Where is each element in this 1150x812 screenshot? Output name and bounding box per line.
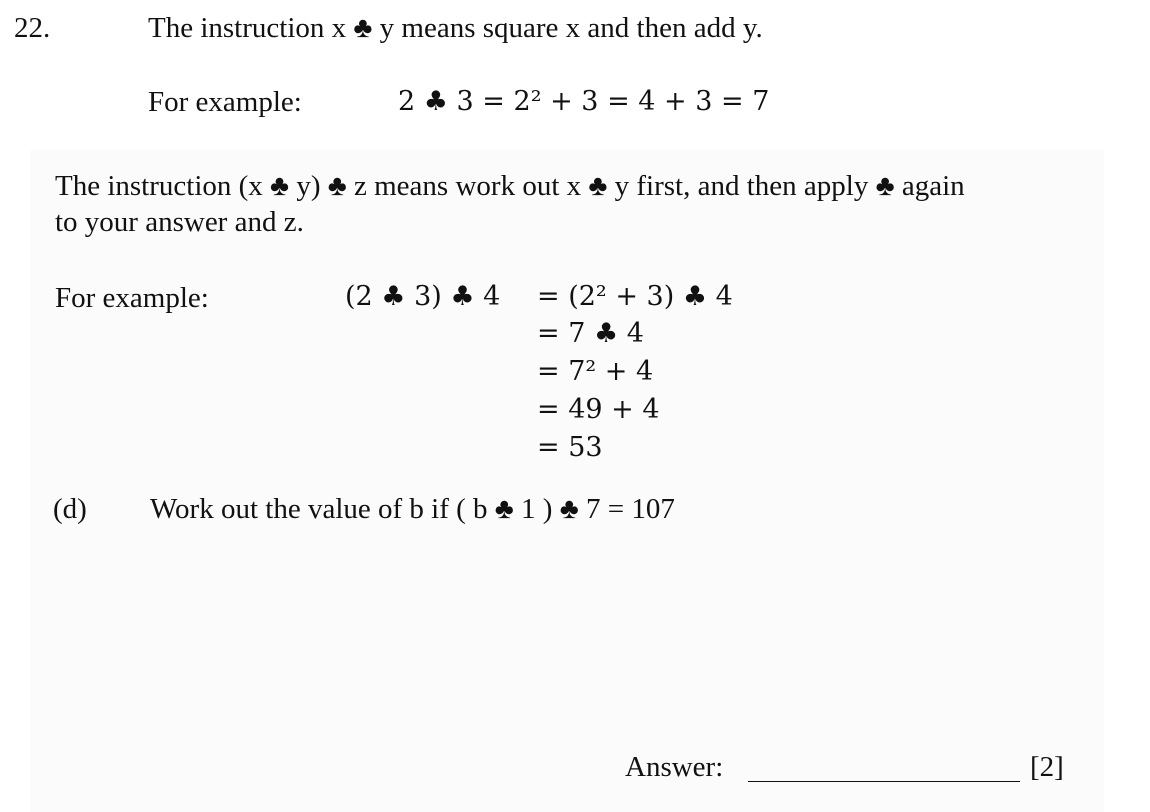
answer-line[interactable] bbox=[748, 781, 1020, 782]
step-3: = 7² + 4 bbox=[537, 356, 654, 387]
instruction-definition: The instruction x ♣ y means square x and then add y. bbox=[148, 12, 763, 44]
example-lhs: (2 ♣ 3) ♣ 4 bbox=[345, 281, 501, 312]
question-number: 22. bbox=[14, 12, 51, 44]
paragraph-line-2: to your answer and z. bbox=[55, 206, 304, 238]
example-expression-1: 2 ♣ 3 = 2² + 3 = 4 + 3 = 7 bbox=[398, 86, 770, 117]
example-label-1: For example: bbox=[148, 86, 302, 118]
step-2: = 7 ♣ 4 bbox=[537, 318, 644, 349]
part-d-label: (d) bbox=[53, 493, 87, 525]
paragraph-line-1: The instruction (x ♣ y) ♣ z means work out x ♣ y first, and then apply ♣ again bbox=[55, 170, 965, 202]
step-4: = 49 + 4 bbox=[537, 394, 660, 425]
example-label-2: For example: bbox=[55, 282, 209, 314]
answer-label: Answer: bbox=[625, 751, 724, 783]
answer-panel bbox=[30, 150, 1104, 812]
step-5: = 53 bbox=[537, 432, 603, 463]
step-1: = (2² + 3) ♣ 4 bbox=[537, 281, 733, 312]
marks-label: [2] bbox=[1030, 751, 1064, 783]
part-d-question: Work out the value of b if ( b ♣ 1 ) ♣ 7 = 107 bbox=[150, 493, 675, 525]
